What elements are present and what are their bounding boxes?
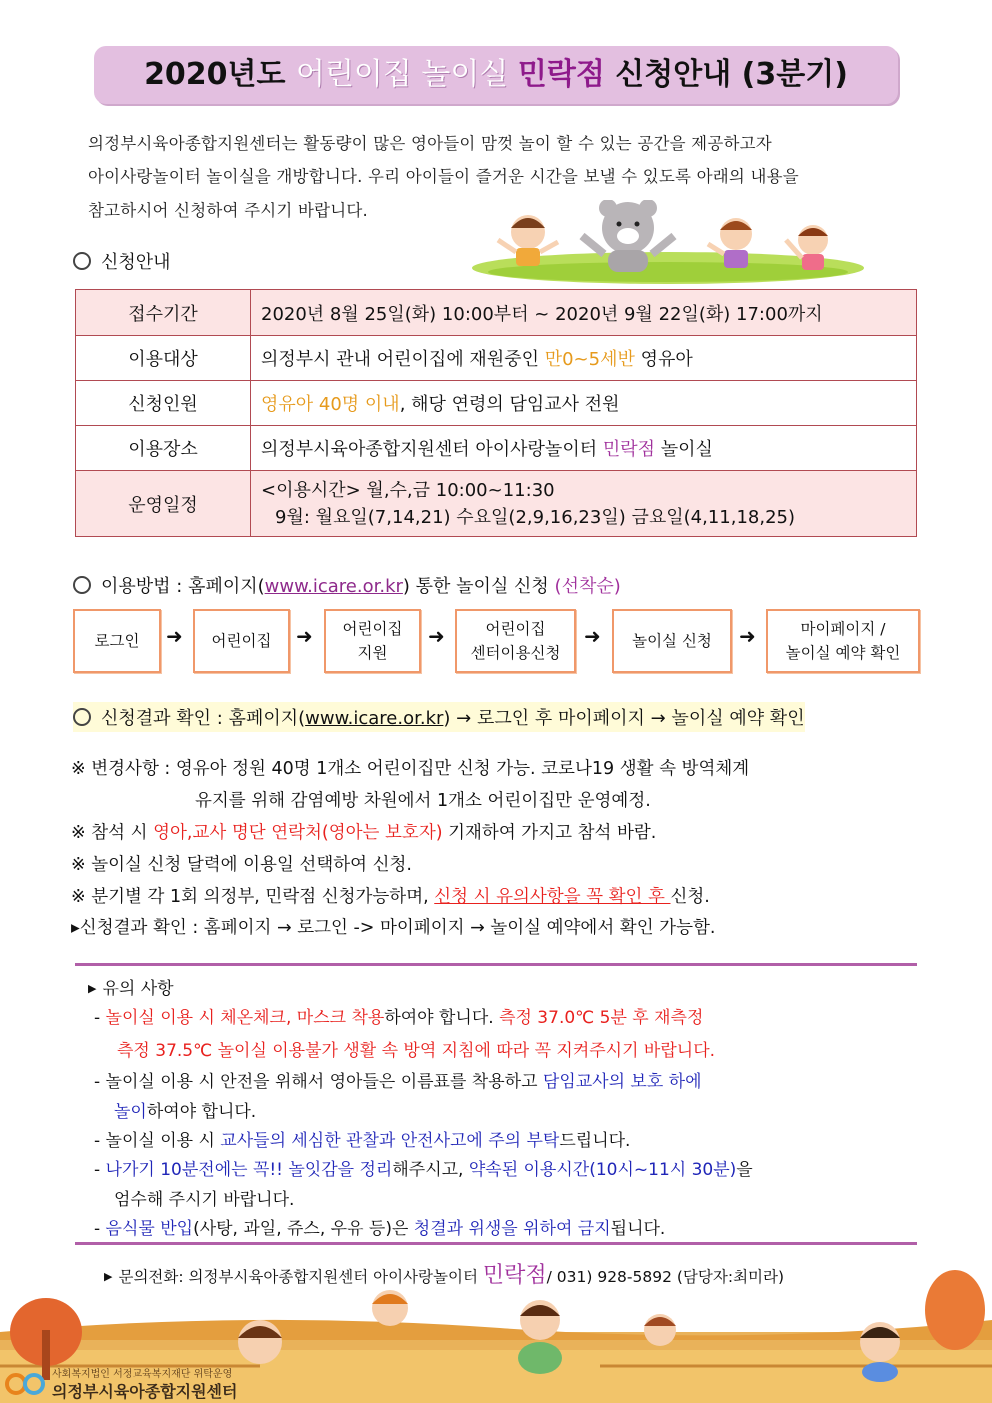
place-label: 이용장소 [76, 426, 251, 471]
flow-step-playroom-label: 놀이실 신청 [632, 632, 712, 650]
caution-5-food: 음식물 반입 [105, 1219, 194, 1239]
flow-step-daycare-label: 어린이집 [211, 632, 272, 650]
triangle-bullet-icon: ▶ [104, 1270, 113, 1283]
divider [75, 963, 917, 966]
note-attendance [71, 819, 656, 844]
page-title [94, 46, 898, 104]
dash: - [94, 1160, 106, 1180]
caution-1-temp: 측정 37.0℃ 5분 후 재측정 [499, 1008, 704, 1028]
people-suffix: , 해당 연령의 담임교사 전원 [399, 394, 620, 415]
caution-2-highlight: 담임교사의 보호 하에 [542, 1072, 702, 1092]
method-first-come: (선착순) [554, 576, 621, 597]
flow-step-mypage-line2: 놀이실 예약 확인 [785, 644, 901, 662]
footer-illustration [0, 1270, 992, 1403]
caution-1-highlight: 놀이실 이용 시 체온체크, 마스크 착용 [105, 1008, 385, 1028]
people-value [251, 381, 917, 426]
result-text: 신청결과 확인 : 홈페이지( [101, 708, 306, 729]
caution-5-suffix: 됩니다. [610, 1219, 666, 1239]
table-row-schedule [76, 471, 917, 537]
caution-item-1 [94, 1003, 703, 1028]
arrow-right-icon: ➜ [296, 624, 313, 648]
section-result-check [73, 702, 805, 732]
flow-step-center-application [455, 609, 576, 673]
arrow-right-icon: ➜ [584, 624, 601, 648]
caution-2-play: 놀이 [114, 1102, 147, 1122]
schedule-dates: 9월: 월요일(7,14,21) 수요일(2,9,16,23일) 금요일(4,11,18,25) [275, 506, 795, 528]
logo-center-name: 의정부시육아종합지원센터 [52, 1382, 238, 1401]
caution-item-2 [94, 1067, 702, 1092]
section-usage-method [73, 572, 621, 598]
flow-step-mypage [766, 609, 920, 673]
title-daycare-playroom: 어린이집 놀이실 [295, 57, 518, 92]
caution-3-text: - 놀이실 이용 시 [94, 1131, 221, 1151]
section-application-info-label: 신청안내 [101, 252, 171, 273]
caution-3-suffix: 드립니다. [559, 1131, 631, 1151]
logo-foundation: 사회복지법인 서정교육복지재단 위탁운영 [52, 1369, 233, 1380]
divider [75, 1242, 917, 1245]
note-quarterly-text: ※ 분기별 각 1회 의정부, 민락점 신청가능하며, [71, 887, 435, 907]
arrow-right-icon: ➜ [428, 624, 445, 648]
caution-4-time: 약속된 이용시간(10시~11시 30분) [468, 1160, 737, 1180]
method-text-2: ) 통한 놀이실 신청 [402, 576, 555, 597]
caution-header-label: 유의 사항 [102, 979, 174, 999]
place-text: 의정부시육아종합지원센터 아이사랑놀이터 [261, 439, 603, 460]
contact-phone: / 031) 928-5892 (담당자:최미라) [546, 1268, 785, 1286]
caution-header [88, 974, 174, 999]
table-row-period [76, 290, 917, 336]
note-quarterly-suffix: 신청. [670, 887, 710, 907]
flow-step-support-line1: 어린이집 [342, 620, 403, 638]
flow-step-daycare-support [324, 609, 421, 673]
caution-item-4 [94, 1155, 753, 1180]
schedule-label: 운영일정 [76, 471, 251, 537]
arrow-right-icon: ➜ [739, 624, 756, 648]
note-attendance-highlight: 영아,교사 명단 연락처(영아는 보호자) [153, 823, 443, 843]
caution-5-text: (사탕, 과일, 쥬스, 우유 등)은 [193, 1219, 414, 1239]
flow-step-daycare [193, 609, 290, 673]
contact-text: 문의전화: 의정부시육아종합지원센터 아이사랑놀이터 [118, 1268, 483, 1286]
method-text: 이용방법 : 홈페이지( [101, 576, 265, 597]
schedule-time: <이용시간> 월,수,금 10:00~11:30 [261, 479, 555, 501]
contact-branch: 민락점 [482, 1263, 547, 1288]
circle-bullet-icon [73, 708, 91, 726]
place-value [251, 426, 917, 471]
caution-4-text: 해주시고, [392, 1160, 469, 1180]
target-value [251, 336, 917, 381]
place-suffix: 놀이실 [655, 439, 713, 460]
note-attendance-text: ※ 참석 시 [71, 823, 154, 843]
flow-step-login-label: 로그인 [94, 632, 140, 650]
caution-5-highlight: 청결과 위생을 위하여 금지 [413, 1219, 611, 1239]
caution-item-5 [94, 1214, 665, 1239]
info-table [75, 289, 917, 537]
homepage-link[interactable]: www.icare.or.kr [264, 576, 403, 597]
section-application-info [73, 248, 171, 274]
caution-item-2-continued [114, 1097, 256, 1122]
caution-item-3 [94, 1126, 630, 1151]
flow-step-support-line2: 지원 [357, 644, 388, 662]
caution-2-text: - 놀이실 이용 시 안전을 위해서 영아들은 이름표를 착용하고 [94, 1072, 543, 1092]
schedule-value [251, 471, 917, 537]
caution-3-highlight: 교사들의 세심한 관찰과 안전사고에 주의 부탁 [220, 1131, 560, 1151]
note-change: ※ 변경사항 : 영유아 정원 40명 1개소 어린이집만 신청 가능. 코로나19 생활 속 방역체계 [71, 759, 750, 779]
flow-step-mypage-line1: 마이페이지 / [800, 620, 886, 638]
title-branch: 민락점 [517, 57, 605, 92]
note-change-continued: 유지를 위해 감염예방 차원에서 1개소 어린이집만 운영예정. [195, 791, 651, 811]
homepage-link-2[interactable]: www.icare.or.kr [305, 708, 444, 729]
people-count-highlight: 영유아 40명 이내 [261, 394, 400, 415]
result-path: ) → 로그인 후 마이페이지 → 놀이실 예약 확인 [443, 708, 805, 729]
period-label: 접수기간 [76, 290, 251, 336]
note-quarterly [71, 883, 710, 908]
flow-step-center-line2: 센터이용신청 [470, 644, 561, 662]
intro-line-2: 아이사랑놀이터 놀이실을 개방합니다. 우리 아이들이 즐거운 시간을 보낼 수 있도록 아래의 내용을 [88, 167, 799, 186]
flow-step-center-line1: 어린이집 [485, 620, 546, 638]
table-row-target [76, 336, 917, 381]
table-row-people [76, 381, 917, 426]
target-suffix: 영유아 [634, 349, 693, 370]
caution-4-highlight: 나가기 10분전에는 꼭!! 놀잇감을 정리 [105, 1160, 393, 1180]
target-age-highlight: 만0~5세반 [544, 349, 635, 370]
note-attendance-suffix: 기재하여 가지고 참석 바람. [442, 823, 657, 843]
caution-2-suffix: 하여야 합니다. [146, 1102, 257, 1122]
caution-1-text: 하여야 합니다. [384, 1008, 500, 1028]
note-quarterly-highlight: 신청 시 유의사항을 꼭 확인 후 [434, 887, 671, 907]
circle-bullet-icon [73, 252, 91, 270]
kids-illustration [468, 200, 868, 286]
people-label: 신청인원 [76, 381, 251, 426]
circle-bullet-icon [73, 576, 91, 594]
note-calendar: ※ 놀이실 신청 달력에 이용일 선택하여 신청. [71, 855, 412, 875]
intro-line-3: 참고하시어 신청하여 주시기 바랍니다. [88, 201, 369, 220]
caution-4-suffix: 을 [736, 1160, 753, 1180]
arrow-right-icon: ➜ [166, 624, 183, 648]
dash: - [94, 1219, 106, 1239]
target-text: 의정부시 관내 어린이집에 재원중인 [261, 349, 545, 370]
flow-step-playroom-application [612, 609, 732, 673]
title-guide: 신청안내 (3분기) [604, 57, 848, 92]
caution-item-1-continued: 측정 37.5℃ 놀이실 이용불가 생활 속 방역 지침에 따라 꼭 지켜주시기 바랍니다. [117, 1041, 716, 1061]
table-row-place [76, 426, 917, 471]
place-branch-highlight: 민락점 [602, 439, 655, 460]
note-result: ▸신청결과 확인 : 홈페이지 → 로그인 -> 마이페이지 → 놀이실 예약에서 확인 가능함. [71, 918, 716, 938]
caution-item-4-continued: 엄수해 주시기 바랍니다. [114, 1190, 295, 1210]
title-year: 2020년도 [144, 57, 296, 92]
target-label: 이용대상 [76, 336, 251, 381]
dash: - [94, 1008, 106, 1028]
triangle-bullet-icon: ▶ [88, 982, 97, 995]
intro-line-1: 의정부시육아종합지원센터는 활동량이 많은 영아들이 맘껏 놀이 할 수 있는 공간을 제공하고자 [88, 134, 772, 153]
period-value: 2020년 8월 25일(화) 10:00부터 ~ 2020년 9월 22일(화) 17:00까지 [251, 290, 917, 336]
flow-step-login [73, 609, 161, 673]
tree-icon-right [925, 1270, 985, 1350]
